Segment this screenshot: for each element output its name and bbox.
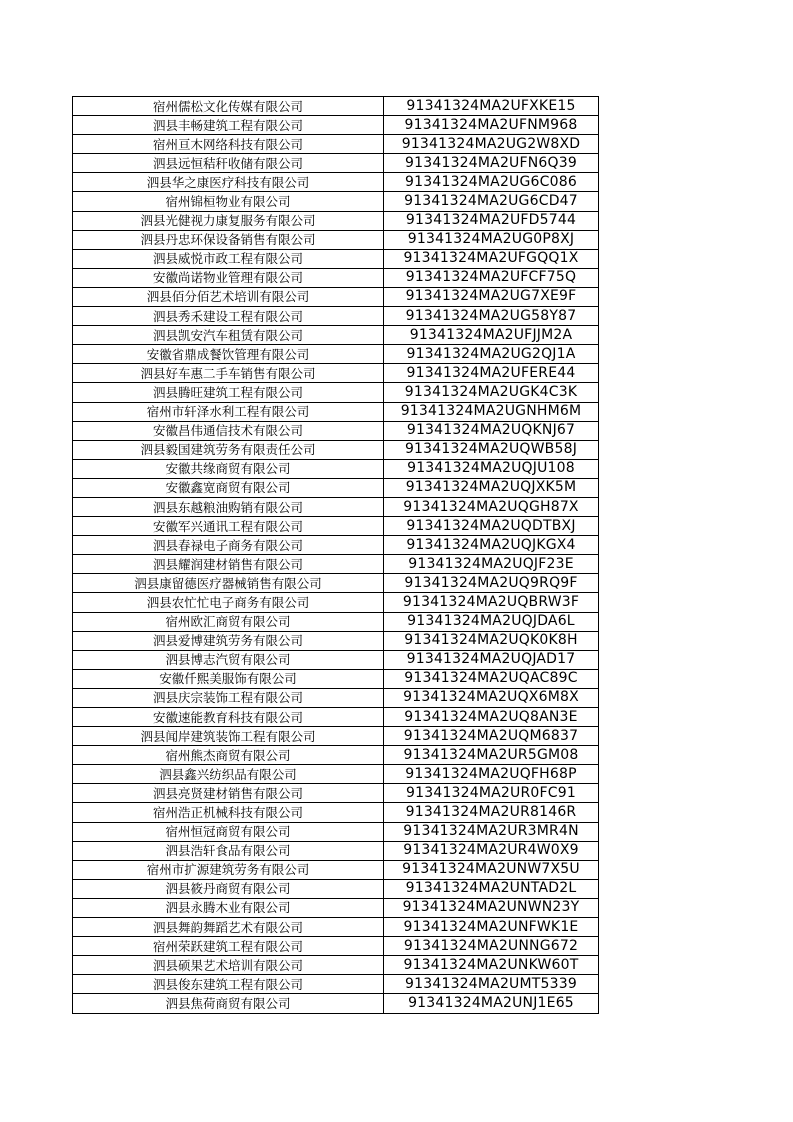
company-name-cell: 安徽仟熙美服饰有限公司 xyxy=(73,669,384,688)
credit-code-cell: 91341324MA2UQFH68P xyxy=(384,765,599,784)
table-row xyxy=(73,230,599,249)
table-body xyxy=(73,97,599,1014)
company-name-cell: 宿州市扩源建筑劳务有限公司 xyxy=(73,860,384,879)
company-name-cell: 泗县爱博建筑劳务有限公司 xyxy=(73,631,384,650)
table-row xyxy=(73,383,599,402)
credit-code-cell: 91341324MA2UFNM968 xyxy=(384,116,599,135)
credit-code-cell: 91341324MA2UG7XE9F xyxy=(384,287,599,306)
table-row xyxy=(73,669,599,688)
credit-code-cell: 91341324MA2UFJJM2A xyxy=(384,326,599,345)
table-row xyxy=(73,135,599,154)
company-name-cell: 泗县农忙忙电子商务有限公司 xyxy=(73,593,384,612)
credit-code-cell: 91341324MA2UQX6M8X xyxy=(384,688,599,707)
credit-code-cell: 91341324MA2UNTAD2L xyxy=(384,879,599,898)
table-row xyxy=(73,154,599,173)
company-name-cell: 宿州欧汇商贸有限公司 xyxy=(73,612,384,631)
credit-code-cell: 91341324MA2UQBRW3F xyxy=(384,593,599,612)
company-name-cell: 泗县舞韵舞蹈艺术有限公司 xyxy=(73,918,384,937)
table-row xyxy=(73,459,599,478)
company-name-cell: 泗县浩轩食品有限公司 xyxy=(73,841,384,860)
company-name-cell: 泗县华之康医疗科技有限公司 xyxy=(73,173,384,192)
credit-code-cell: 91341324MA2UQJF23E xyxy=(384,555,599,574)
company-name-cell: 泗县丹忠环保设备销售有限公司 xyxy=(73,230,384,249)
company-name-cell: 泗县鑫兴纺织品有限公司 xyxy=(73,765,384,784)
credit-code-cell: 91341324MA2UFN6Q39 xyxy=(384,154,599,173)
table-row xyxy=(73,402,599,421)
table-row xyxy=(73,937,599,956)
company-name-cell: 泗县硕果艺术培训有限公司 xyxy=(73,956,384,975)
company-name-cell: 宿州恒冠商贸有限公司 xyxy=(73,822,384,841)
credit-code-cell: 91341324MA2UQ9RQ9F xyxy=(384,574,599,593)
credit-code-cell: 91341324MA2UQJKGX4 xyxy=(384,536,599,555)
table-row xyxy=(73,898,599,917)
credit-code-cell: 91341324MA2UNW7X5U xyxy=(384,860,599,879)
company-name-cell: 泗县闻岸建筑装饰工程有限公司 xyxy=(73,727,384,746)
table-row xyxy=(73,765,599,784)
table-row xyxy=(73,879,599,898)
credit-code-cell: 91341324MA2UMT5339 xyxy=(384,975,599,994)
credit-code-cell: 91341324MA2UR8146R xyxy=(384,803,599,822)
company-name-cell: 泗县威悦市政工程有限公司 xyxy=(73,249,384,268)
credit-code-cell: 91341324MA2UFCF75Q xyxy=(384,268,599,287)
credit-code-cell: 91341324MA2UQJU108 xyxy=(384,459,599,478)
company-name-cell: 泗县永腾木业有限公司 xyxy=(73,898,384,917)
table-row xyxy=(73,536,599,555)
credit-code-cell: 91341324MA2UG2W8XD xyxy=(384,135,599,154)
table-row xyxy=(73,268,599,287)
table-row xyxy=(73,211,599,230)
credit-code-cell: 91341324MA2UNWN23Y xyxy=(384,898,599,917)
table-row xyxy=(73,994,599,1013)
table-row xyxy=(73,116,599,135)
company-name-cell: 宿州亘木网络科技有限公司 xyxy=(73,135,384,154)
company-name-cell: 泗县丰畅建筑工程有限公司 xyxy=(73,116,384,135)
company-name-cell: 宿州市轩泽水利工程有限公司 xyxy=(73,402,384,421)
credit-code-cell: 91341324MA2UGNHM6M xyxy=(384,402,599,421)
table-row xyxy=(73,287,599,306)
credit-code-cell: 91341324MA2UG6C086 xyxy=(384,173,599,192)
company-name-cell: 泗县东越粮油购销有限公司 xyxy=(73,497,384,516)
table-row xyxy=(73,364,599,383)
company-name-cell: 泗县庆宗装饰工程有限公司 xyxy=(73,688,384,707)
credit-code-cell: 91341324MA2UQ8AN3E xyxy=(384,708,599,727)
company-name-cell: 安徽鑫宽商贸有限公司 xyxy=(73,478,384,497)
table-row xyxy=(73,97,599,116)
credit-code-cell: 91341324MA2UFD5744 xyxy=(384,211,599,230)
company-name-cell: 泗县光健视力康复服务有限公司 xyxy=(73,211,384,230)
table-row xyxy=(73,173,599,192)
table-row xyxy=(73,192,599,211)
credit-code-cell: 91341324MA2UG58Y87 xyxy=(384,307,599,326)
table-row xyxy=(73,478,599,497)
table-row xyxy=(73,822,599,841)
company-name-cell: 泗县腾旺建筑工程有限公司 xyxy=(73,383,384,402)
company-name-cell: 泗县康留德医疗器械销售有限公司 xyxy=(73,574,384,593)
company-name-cell: 安徽军兴通讯工程有限公司 xyxy=(73,517,384,536)
company-name-cell: 安徽速能教育科技有限公司 xyxy=(73,708,384,727)
credit-code-cell: 91341324MA2UG0P8XJ xyxy=(384,230,599,249)
company-name-cell: 宿州儒松文化传媒有限公司 xyxy=(73,97,384,116)
table-row xyxy=(73,612,599,631)
credit-code-cell: 91341324MA2UG2QJ1A xyxy=(384,345,599,364)
company-name-cell: 泗县好车惠二手车销售有限公司 xyxy=(73,364,384,383)
credit-code-cell: 91341324MA2UQJAD17 xyxy=(384,650,599,669)
credit-code-cell: 91341324MA2UQDTBXJ xyxy=(384,517,599,536)
credit-code-cell: 91341324MA2UG6CD47 xyxy=(384,192,599,211)
credit-code-cell: 91341324MA2UQJDA6L xyxy=(384,612,599,631)
credit-code-cell: 91341324MA2UFGQQ1X xyxy=(384,249,599,268)
table-row xyxy=(73,555,599,574)
table-row xyxy=(73,421,599,440)
company-name-cell: 安徽省鼎成餐饮管理有限公司 xyxy=(73,345,384,364)
table-row xyxy=(73,650,599,669)
table-row xyxy=(73,746,599,765)
table-row xyxy=(73,688,599,707)
credit-code-cell: 91341324MA2UR5GM08 xyxy=(384,746,599,765)
table-row xyxy=(73,860,599,879)
company-name-cell: 泗县春禄电子商务有限公司 xyxy=(73,536,384,555)
company-name-cell: 泗县凯安汽车租赁有限公司 xyxy=(73,326,384,345)
table-row xyxy=(73,249,599,268)
company-name-cell: 泗县耀润建材销售有限公司 xyxy=(73,555,384,574)
credit-code-cell: 91341324MA2UGK4C3K xyxy=(384,383,599,402)
credit-code-cell: 91341324MA2UQGH87X xyxy=(384,497,599,516)
table-row xyxy=(73,975,599,994)
credit-code-cell: 91341324MA2UFXKE15 xyxy=(384,97,599,116)
table-row xyxy=(73,593,599,612)
credit-code-cell: 91341324MA2UQKNJ67 xyxy=(384,421,599,440)
company-name-cell: 泗县远恒秸秆收储有限公司 xyxy=(73,154,384,173)
company-name-cell: 安徽共缘商贸有限公司 xyxy=(73,459,384,478)
table-row xyxy=(73,497,599,516)
company-name-cell: 泗县俊东建筑工程有限公司 xyxy=(73,975,384,994)
credit-code-cell: 91341324MA2UR4W0X9 xyxy=(384,841,599,860)
credit-code-cell: 91341324MA2UQAC89C xyxy=(384,669,599,688)
company-name-cell: 宿州锦桓物业有限公司 xyxy=(73,192,384,211)
table-row xyxy=(73,345,599,364)
table-row xyxy=(73,784,599,803)
credit-code-cell: 91341324MA2UR3MR4N xyxy=(384,822,599,841)
credit-code-cell: 91341324MA2UFERE44 xyxy=(384,364,599,383)
credit-code-cell: 91341324MA2UQJXK5M xyxy=(384,478,599,497)
table-row xyxy=(73,307,599,326)
credit-code-cell: 91341324MA2UQK0K8H xyxy=(384,631,599,650)
company-name-cell: 泗县亮贤建材销售有限公司 xyxy=(73,784,384,803)
table-row xyxy=(73,326,599,345)
table-row xyxy=(73,956,599,975)
company-name-cell: 泗县毅国建筑劳务有限责任公司 xyxy=(73,440,384,459)
table-row xyxy=(73,517,599,536)
company-name-cell: 泗县佰分佰艺术培训有限公司 xyxy=(73,287,384,306)
company-registry-table xyxy=(72,96,599,1014)
credit-code-cell: 91341324MA2UQM6837 xyxy=(384,727,599,746)
credit-code-cell: 91341324MA2UNJ1E65 xyxy=(384,994,599,1013)
company-name-cell: 安徽昌伟通信技术有限公司 xyxy=(73,421,384,440)
company-name-cell: 泗县筱丹商贸有限公司 xyxy=(73,879,384,898)
table-row xyxy=(73,918,599,937)
credit-code-cell: 91341324MA2UNNG672 xyxy=(384,937,599,956)
credit-code-cell: 91341324MA2UQWB58J xyxy=(384,440,599,459)
credit-code-cell: 91341324MA2UNFWK1E xyxy=(384,918,599,937)
credit-code-cell: 91341324MA2UNKW60T xyxy=(384,956,599,975)
company-name-cell: 安徽尚诺物业管理有限公司 xyxy=(73,268,384,287)
table-row xyxy=(73,803,599,822)
table-row xyxy=(73,631,599,650)
company-name-cell: 泗县博志汽贸有限公司 xyxy=(73,650,384,669)
company-name-cell: 泗县秀禾建设工程有限公司 xyxy=(73,307,384,326)
company-name-cell: 宿州熊杰商贸有限公司 xyxy=(73,746,384,765)
table-row xyxy=(73,727,599,746)
company-name-cell: 宿州荣跃建筑工程有限公司 xyxy=(73,937,384,956)
company-name-cell: 泗县焦荷商贸有限公司 xyxy=(73,994,384,1013)
company-name-cell: 宿州浩正机械科技有限公司 xyxy=(73,803,384,822)
table-row xyxy=(73,574,599,593)
table-row xyxy=(73,841,599,860)
credit-code-cell: 91341324MA2UR0FC91 xyxy=(384,784,599,803)
table-row xyxy=(73,440,599,459)
table-row xyxy=(73,708,599,727)
